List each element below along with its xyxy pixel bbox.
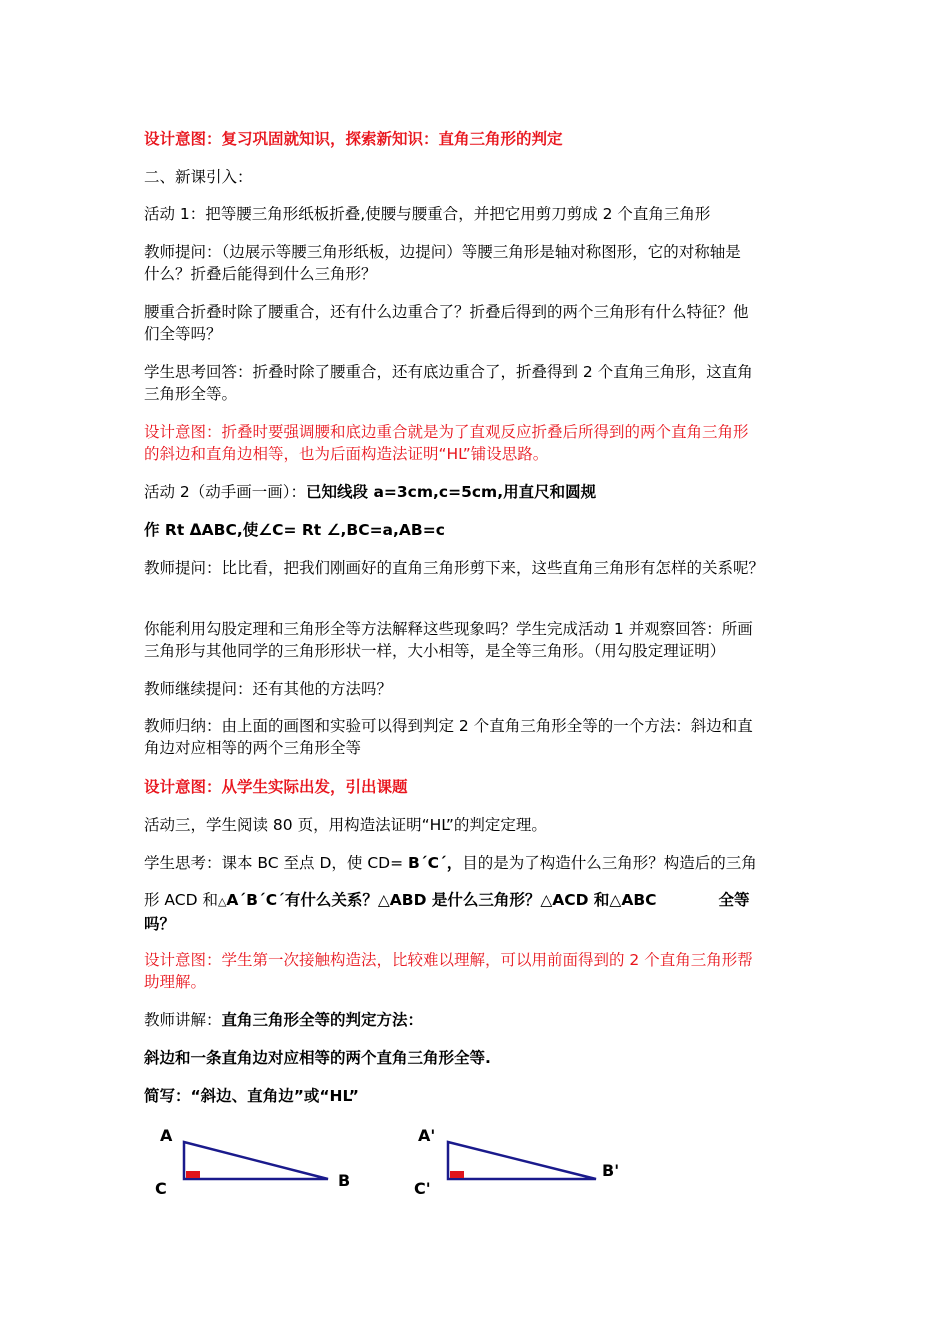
line: 教师归纳：由上面的画图和实验可以得到判定 2 个直角三角形全等的一个方法：斜边和直 xyxy=(144,717,753,735)
text-run-bold: A´B´C´有什么关系？△ABD 是什么三角形？△ACD 和△ABC xyxy=(226,891,657,909)
line: 三角形全等。 xyxy=(144,385,238,403)
design-intent-4 xyxy=(144,949,808,993)
vertex-label-b-prime: B' xyxy=(602,1161,620,1180)
teacher-summary xyxy=(144,715,808,759)
vertex-label-a: A xyxy=(160,1126,173,1145)
teacher-explanation xyxy=(144,1009,808,1031)
activity-2-label: 活动 2（动手画一画）： xyxy=(144,483,307,501)
design-intent-2 xyxy=(144,421,808,465)
line: 角边对应相等的两个三角形全等 xyxy=(144,739,362,757)
design-intent-3: 设计意图：从学生实际出发，引出课题 xyxy=(144,778,408,796)
vertex-label-b: B xyxy=(338,1171,351,1190)
triangle-symbol: △ xyxy=(217,895,227,908)
vertex-label-c: C xyxy=(155,1179,167,1198)
text-run-bold: 全等 xyxy=(718,891,750,909)
pythagoras-paragraph xyxy=(144,618,808,662)
line: 设计意图：学生第一次接触构造法，比较难以理解，可以用前面得到的 2 个直角三角形帮 xyxy=(144,951,753,969)
triangle-abc-prime xyxy=(414,1126,619,1198)
line: 教师提问：（边展示等腰三角形纸板，边提问）等腰三角形是轴对称图形，它的对称轴是 xyxy=(144,243,741,261)
activity-2 xyxy=(144,481,808,503)
teacher-question-1 xyxy=(144,241,808,285)
activity-2-task: 已知线段 a=3cm,c=5cm,用直尺和圆规 xyxy=(306,483,597,501)
line: 助理解。 xyxy=(144,973,207,991)
student-thinking-cont xyxy=(144,889,808,935)
triangle-abc-prime-shape xyxy=(448,1142,596,1179)
line: 们全等吗？ xyxy=(144,325,222,343)
text-run: 学生思考：课本 BC 至点 D，使 CD= xyxy=(144,854,409,872)
line: 的斜边和直角边相等，也为后面构造法证明“HL”铺设思路。 xyxy=(144,445,549,463)
line: 腰重合折叠时除了腰重合，还有什么边重合了？折叠后得到的两个三角形有什么特征？他 xyxy=(144,303,749,321)
vertex-label-a-prime: A' xyxy=(418,1126,436,1145)
triangle-abc-shape xyxy=(184,1142,328,1179)
question-paragraph xyxy=(144,301,808,345)
student-answer xyxy=(144,361,808,405)
line: 学生思考回答：折叠时除了腰重合，还有底边重合了，折叠得到 2 个直角三角形，这直角 xyxy=(144,363,753,381)
hl-theorem: 斜边和一条直角边对应相等的两个直角三角形全等. xyxy=(144,1049,491,1067)
text-run-bold: B´C´， xyxy=(408,854,463,872)
activity-1: 活动 1：把等腰三角形纸板折叠,使腰与腰重合，并把它用剪刀剪成 2 个直角三角形 xyxy=(144,205,711,223)
activity-3: 活动三，学生阅读 80 页，用构造法证明“HL”的判定定理。 xyxy=(144,816,547,834)
line: 什么？折叠后能得到什么三角形？ xyxy=(144,265,377,283)
teacher-question-2: 教师提问：比比看，把我们刚画好的直角三角形剪下来，这些直角三角形有怎样的关系呢？ xyxy=(144,559,765,577)
design-intent-1: 设计意图：复习巩固就知识，探索新知识：直角三角形的判定 xyxy=(144,130,563,148)
line: 三角形与其他同学的三角形形状一样，大小相等，是全等三角形。（用勾股定理证明） xyxy=(144,642,726,660)
text-run: 目的是为了构造什么三角形？构造后的三角 xyxy=(462,854,757,872)
construction-task: 作 Rt ΔABC,使∠C= Rt ∠,BC=a,AB=c xyxy=(144,521,445,539)
right-angle-marker xyxy=(450,1171,464,1178)
text-run: 形 ACD 和 xyxy=(144,891,218,909)
text-run: 教师讲解： xyxy=(144,1011,222,1029)
triangle-abc xyxy=(155,1126,350,1198)
text-run-bold: 吗？ xyxy=(144,915,176,933)
text-run-bold: 直角三角形全等的判定方法： xyxy=(221,1011,424,1029)
student-thinking xyxy=(144,852,808,874)
teacher-followup: 教师继续提问：还有其他的方法吗？ xyxy=(144,680,393,698)
right-triangles-figure xyxy=(150,1122,670,1212)
hl-abbreviation: 简写：“斜边、直角边”或“HL” xyxy=(144,1087,359,1105)
right-angle-marker xyxy=(186,1171,200,1178)
section-heading-new-lesson: 二、新课引入： xyxy=(144,168,253,186)
line: 你能利用勾股定理和三角形全等方法解释这些现象吗？学生完成活动 1 并观察回答：所画 xyxy=(144,620,753,638)
vertex-label-c-prime: C' xyxy=(414,1179,431,1198)
line: 设计意图：折叠时要强调腰和底边重合就是为了直观反应折叠后所得到的两个直角三角形 xyxy=(144,423,749,441)
